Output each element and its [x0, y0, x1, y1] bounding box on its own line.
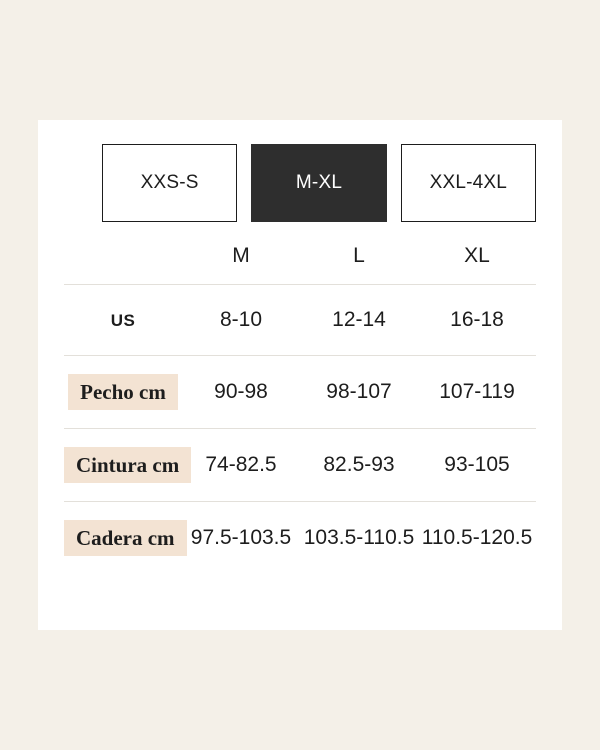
row-label-cintura: [64, 429, 182, 501]
measurements-table: [64, 228, 536, 574]
cell-cadera-xl: 110.5-120.5: [421, 525, 533, 549]
cell-cintura-m: 74-82.5: [205, 452, 277, 476]
tab-m-xl-label: M-XL: [295, 172, 343, 194]
tab-xxl-4xl-label: XXL-4XL: [429, 172, 508, 194]
row-label-cadera: [64, 502, 182, 574]
cell-cadera-m: 97.5-103.5: [190, 525, 292, 549]
row-label-pecho-text: Pecho cm: [68, 374, 178, 410]
tab-xxl-4xl[interactable]: [401, 144, 536, 222]
row-label-cintura-text: Cintura cm: [64, 447, 191, 483]
size-chart-card: [38, 120, 562, 630]
header-size-m: M: [232, 244, 250, 267]
table-row: [64, 429, 536, 501]
cell-cadera-l: 103.5-110.5: [303, 525, 415, 549]
table-row: [64, 285, 536, 355]
row-label-us-text: US: [110, 310, 136, 330]
tab-xxs-s[interactable]: [102, 144, 237, 222]
tab-xxs-s-label: XXS-S: [140, 172, 199, 194]
tab-m-xl[interactable]: [251, 144, 386, 222]
header-empty-cell: [64, 228, 182, 284]
table-row: [64, 502, 536, 574]
cell-us-l: 12-14: [332, 307, 386, 331]
cell-pecho-xl: 107-119: [439, 379, 515, 403]
row-label-cadera-text: Cadera cm: [64, 520, 187, 556]
size-range-tabs: [102, 144, 536, 222]
table-row: [64, 356, 536, 428]
cell-us-m: 8-10: [219, 307, 263, 331]
row-label-pecho: [64, 356, 182, 428]
row-label-us: [64, 285, 182, 355]
cell-us-xl: 16-18: [450, 307, 504, 331]
header-size-xl: XL: [464, 244, 490, 267]
header-size-l: L: [353, 244, 365, 267]
cell-pecho-m: 90-98: [214, 379, 268, 403]
table-header-row: [64, 228, 536, 284]
cell-pecho-l: 98-107: [326, 379, 392, 403]
cell-cintura-xl: 93-105: [444, 452, 510, 476]
cell-cintura-l: 82.5-93: [323, 452, 395, 476]
